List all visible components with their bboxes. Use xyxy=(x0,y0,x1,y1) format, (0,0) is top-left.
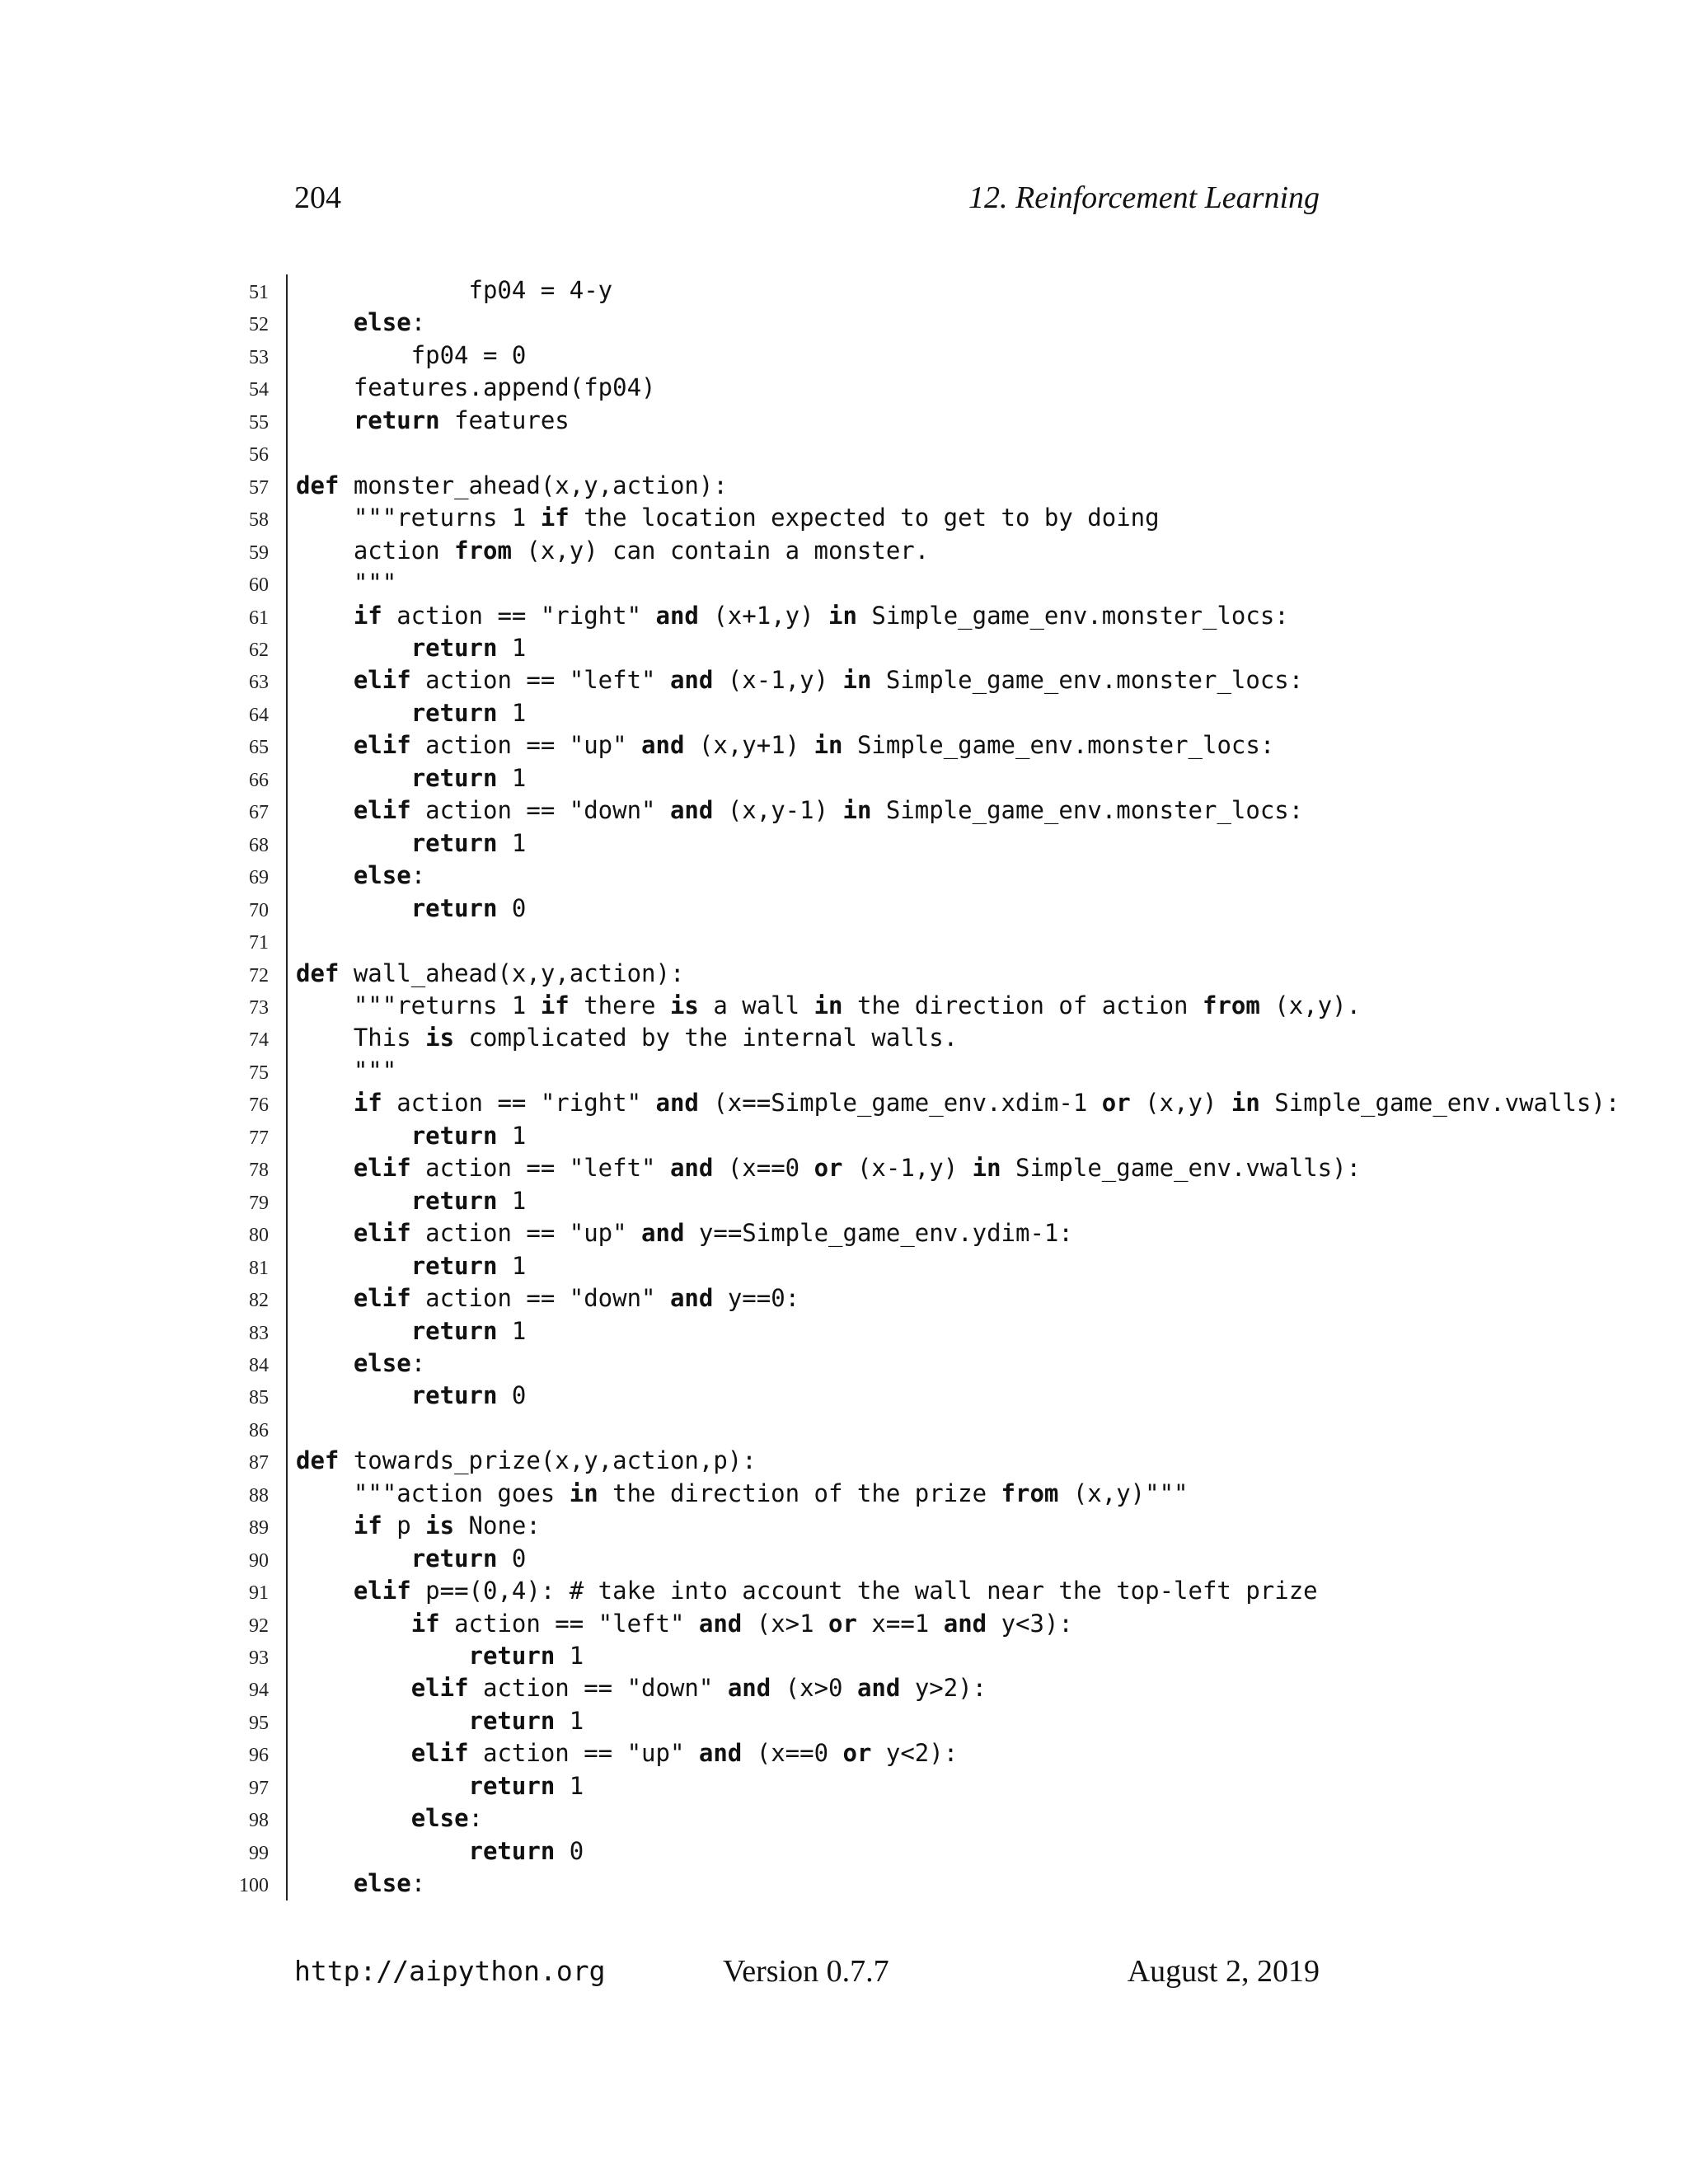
line-number: 64 xyxy=(249,704,269,726)
line-number: 56 xyxy=(249,444,269,466)
code-line xyxy=(231,1413,1632,1445)
code-line xyxy=(231,502,1632,534)
code-line xyxy=(231,1022,1632,1054)
code-line xyxy=(231,1120,1632,1152)
code-text: This is complicated by the internal walls. xyxy=(296,1024,959,1052)
code-keyword: and xyxy=(641,1219,685,1248)
code-keyword: in xyxy=(569,1479,598,1507)
code-text: return 1 xyxy=(410,633,527,662)
code-line xyxy=(231,990,1632,1022)
line-number: 73 xyxy=(249,996,269,1019)
line-number: 69 xyxy=(249,867,269,889)
page-number: 204 xyxy=(294,180,341,215)
line-number: 58 xyxy=(249,509,269,532)
code-text: return 1 xyxy=(410,698,527,727)
code-line xyxy=(231,1445,1632,1477)
line-number: 95 xyxy=(249,1712,269,1734)
code-text: features.append(fp04) xyxy=(296,373,656,402)
line-number: 67 xyxy=(249,802,269,824)
code-keyword: in xyxy=(1231,1089,1260,1118)
line-number: 98 xyxy=(249,1810,269,1832)
line-number: 100 xyxy=(239,1875,269,1897)
code-line xyxy=(231,697,1632,729)
code-keyword: elif xyxy=(353,1577,411,1605)
code-line xyxy=(231,1802,1632,1835)
code-text: """ xyxy=(296,1056,397,1085)
code-keyword: from xyxy=(454,536,512,565)
code-line xyxy=(231,437,1632,469)
code-line xyxy=(231,1282,1632,1315)
code-text: elif action == "up" and y==Simple_game_env.ydim-1: xyxy=(353,1219,1073,1248)
line-number: 70 xyxy=(249,899,269,921)
code-keyword: return xyxy=(468,1706,556,1735)
code-line xyxy=(231,535,1632,567)
code-text: return 1 xyxy=(410,1186,527,1215)
line-number: 75 xyxy=(249,1062,269,1084)
code-text: elif p==(0,4): # take into account the wall near the top-left prize xyxy=(353,1577,1318,1605)
line-number: 65 xyxy=(249,737,269,759)
code-keyword: in xyxy=(828,601,857,630)
code-keyword: and xyxy=(655,1089,699,1118)
line-number: 90 xyxy=(249,1549,269,1572)
code-keyword: or xyxy=(814,1154,843,1183)
code-line xyxy=(231,1575,1632,1607)
code-keyword: else xyxy=(353,1869,411,1898)
line-number: 52 xyxy=(249,314,269,336)
code-keyword: return xyxy=(410,633,498,662)
code-keyword: elif xyxy=(353,1219,411,1248)
code-line xyxy=(231,1380,1632,1412)
code-keyword: elif xyxy=(353,666,411,695)
code-keyword: if xyxy=(353,1511,382,1540)
code-keyword: return xyxy=(410,828,498,857)
code-keyword: def xyxy=(296,958,340,987)
line-number: 83 xyxy=(249,1322,269,1344)
code-keyword: return xyxy=(410,763,498,792)
line-number: 60 xyxy=(249,574,269,597)
code-line xyxy=(231,729,1632,762)
line-number: 99 xyxy=(249,1842,269,1864)
code-line xyxy=(231,470,1632,502)
code-text: else: xyxy=(353,308,426,337)
line-number: 91 xyxy=(249,1582,269,1605)
line-number: 82 xyxy=(249,1290,269,1312)
line-number: 53 xyxy=(249,346,269,368)
code-text: elif action == "up" and (x==0 or y<2): xyxy=(410,1739,959,1768)
footer-date: August 2, 2019 xyxy=(1127,1954,1320,1989)
code-line xyxy=(231,1737,1632,1769)
line-number: 87 xyxy=(249,1452,269,1474)
code-keyword: elif xyxy=(353,1284,411,1313)
code-keyword: elif xyxy=(353,731,411,760)
line-number: 72 xyxy=(249,964,269,987)
code-keyword: else xyxy=(353,861,411,890)
code-text: return features xyxy=(353,405,570,434)
code-line xyxy=(231,274,1632,307)
footer-url[interactable]: http://aipython.org xyxy=(294,1955,606,1987)
code-line xyxy=(231,1510,1632,1542)
code-text: return 1 xyxy=(468,1642,584,1671)
code-text: else: xyxy=(353,861,426,890)
code-keyword: in xyxy=(842,796,872,825)
line-number: 89 xyxy=(249,1517,269,1540)
line-number: 57 xyxy=(249,476,269,499)
code-text: elif action == "up" and (x,y+1) in Simple_game_env.monster_locs: xyxy=(353,731,1275,760)
line-number: 63 xyxy=(249,672,269,694)
code-text: fp04 = 0 xyxy=(296,340,527,369)
code-text: def towards_prize(x,y,action,p): xyxy=(296,1446,757,1475)
code-keyword: return xyxy=(468,1642,556,1671)
code-text: return 1 xyxy=(468,1771,584,1800)
code-keyword: return xyxy=(410,698,498,727)
code-keyword: elif xyxy=(353,796,411,825)
code-keyword: in xyxy=(814,731,843,760)
code-keyword: or xyxy=(842,1739,872,1768)
code-keyword: elif xyxy=(410,1674,469,1703)
code-line xyxy=(231,1055,1632,1087)
code-keyword: if xyxy=(540,504,570,532)
code-text: else: xyxy=(410,1804,483,1833)
code-keyword: if xyxy=(410,1609,440,1638)
code-text: return 1 xyxy=(468,1706,584,1735)
code-line xyxy=(231,664,1632,696)
code-line xyxy=(231,1347,1632,1380)
code-line xyxy=(231,1835,1632,1868)
code-text: if action == "right" and (x+1,y) in Simple_game_env.monster_locs: xyxy=(353,601,1289,630)
code-line xyxy=(231,1152,1632,1184)
code-text: if p is None: xyxy=(353,1511,541,1540)
code-line xyxy=(231,794,1632,827)
line-number: 71 xyxy=(249,932,269,954)
code-keyword: and xyxy=(943,1609,987,1638)
code-text: action from (x,y) can contain a monster. xyxy=(296,536,930,565)
code-line xyxy=(231,1770,1632,1802)
code-line xyxy=(231,1217,1632,1249)
code-keyword: in xyxy=(814,991,843,1019)
line-number: 78 xyxy=(249,1160,269,1182)
code-line xyxy=(231,405,1632,437)
code-text: """ xyxy=(296,569,397,598)
code-text: elif action == "down" and (x,y-1) in Simple_game_env.monster_locs: xyxy=(353,796,1304,825)
code-keyword: and xyxy=(698,1609,743,1638)
code-keyword: in xyxy=(972,1154,1001,1183)
line-number: 93 xyxy=(249,1647,269,1670)
code-keyword: and xyxy=(727,1674,771,1703)
code-keyword: and xyxy=(669,796,714,825)
code-keyword: is xyxy=(425,1024,455,1052)
code-keyword: return xyxy=(410,893,498,922)
code-line xyxy=(231,762,1632,794)
code-keyword: elif xyxy=(353,1154,411,1183)
code-line xyxy=(231,1640,1632,1672)
code-keyword: return xyxy=(410,1316,498,1345)
code-text: """action goes in the direction of the prize from (x,y)""" xyxy=(296,1479,1189,1507)
line-number: 77 xyxy=(249,1127,269,1149)
code-line xyxy=(231,1868,1632,1900)
line-number: 79 xyxy=(249,1192,269,1214)
code-keyword: else xyxy=(410,1804,469,1833)
code-keyword: elif xyxy=(410,1739,469,1768)
code-text: """returns 1 if there is a wall in the direction of action from (x,y). xyxy=(296,991,1362,1019)
footer-version: Version 0.7.7 xyxy=(723,1954,889,1989)
code-keyword: if xyxy=(353,1089,382,1118)
code-keyword: and xyxy=(669,1154,714,1183)
line-number: 86 xyxy=(249,1419,269,1441)
code-text: return 0 xyxy=(468,1836,584,1865)
line-number: 96 xyxy=(249,1745,269,1767)
line-number: 84 xyxy=(249,1354,269,1376)
code-keyword: return xyxy=(468,1836,556,1865)
line-number: 97 xyxy=(249,1777,269,1799)
code-line xyxy=(231,372,1632,404)
line-number: 66 xyxy=(249,769,269,791)
code-text: elif action == "down" and y==0: xyxy=(353,1284,800,1313)
code-line xyxy=(231,1543,1632,1575)
code-keyword: or xyxy=(828,1609,857,1638)
code-keyword: return xyxy=(468,1771,556,1800)
code-keyword: is xyxy=(425,1511,455,1540)
code-text: return 1 xyxy=(410,1251,527,1280)
code-line xyxy=(231,1315,1632,1347)
code-keyword: if xyxy=(353,601,382,630)
code-line xyxy=(231,340,1632,372)
code-text: return 1 xyxy=(410,763,527,792)
code-keyword: and xyxy=(641,731,685,760)
code-text: fp04 = 4-y xyxy=(296,276,613,304)
line-number: 80 xyxy=(249,1225,269,1247)
code-keyword: return xyxy=(410,1381,498,1410)
code-line xyxy=(231,1185,1632,1217)
code-line xyxy=(231,1087,1632,1119)
code-text: if action == "right" and (x==Simple_game_env.xdim-1 or (x,y) in Simple_game_env.vwalls): xyxy=(353,1089,1620,1118)
code-keyword: if xyxy=(540,991,570,1019)
code-line xyxy=(231,567,1632,599)
line-number: 88 xyxy=(249,1484,269,1507)
code-line xyxy=(231,307,1632,339)
code-text: def wall_ahead(x,y,action): xyxy=(296,958,685,987)
code-line xyxy=(231,893,1632,925)
code-line xyxy=(231,632,1632,664)
code-text: else: xyxy=(353,1348,426,1377)
code-keyword: and xyxy=(669,1284,714,1313)
code-line xyxy=(231,1478,1632,1510)
line-number: 54 xyxy=(249,379,269,401)
line-number: 59 xyxy=(249,541,269,564)
code-text: return 0 xyxy=(410,893,527,922)
line-number: 61 xyxy=(249,607,269,629)
line-number: 85 xyxy=(249,1387,269,1409)
code-line xyxy=(231,600,1632,632)
code-text: def monster_ahead(x,y,action): xyxy=(296,471,728,499)
code-text: return 1 xyxy=(410,1121,527,1150)
code-keyword: return xyxy=(410,1251,498,1280)
line-number: 62 xyxy=(249,639,269,661)
code-text: return 1 xyxy=(410,828,527,857)
code-keyword: return xyxy=(410,1544,498,1572)
code-line xyxy=(231,925,1632,957)
line-number: 74 xyxy=(249,1029,269,1052)
line-number: 68 xyxy=(249,834,269,856)
code-text: return 0 xyxy=(410,1381,527,1410)
code-keyword: def xyxy=(296,471,340,499)
code-line xyxy=(231,1672,1632,1704)
code-text: return 1 xyxy=(410,1316,527,1345)
code-keyword: else xyxy=(353,308,411,337)
code-keyword: return xyxy=(353,405,440,434)
code-keyword: return xyxy=(410,1121,498,1150)
code-keyword: or xyxy=(1101,1089,1131,1118)
code-listing xyxy=(231,274,1632,1900)
code-text: """returns 1 if the location expected to get to by doing xyxy=(296,504,1160,532)
code-keyword: and xyxy=(655,601,699,630)
code-line xyxy=(231,827,1632,860)
code-keyword: and xyxy=(856,1674,901,1703)
line-number: 92 xyxy=(249,1615,269,1637)
code-text: else: xyxy=(353,1869,426,1898)
code-text: elif action == "left" and (x-1,y) in Simple_game_env.monster_locs: xyxy=(353,666,1304,695)
code-line xyxy=(231,860,1632,892)
code-keyword: from xyxy=(1001,1479,1059,1507)
line-number: 94 xyxy=(249,1680,269,1702)
line-number: 76 xyxy=(249,1094,269,1117)
code-keyword: def xyxy=(296,1446,340,1475)
code-text: if action == "left" and (x>1 or x==1 and y<3): xyxy=(410,1609,1073,1638)
code-line xyxy=(231,1705,1632,1737)
line-number: 51 xyxy=(249,282,269,303)
code-line xyxy=(231,958,1632,990)
code-text: elif action == "left" and (x==0 or (x-1,y) in Simple_game_env.vwalls): xyxy=(353,1154,1362,1183)
line-number: 55 xyxy=(249,411,269,434)
code-line xyxy=(231,1250,1632,1282)
code-keyword: is xyxy=(669,991,699,1019)
code-line xyxy=(231,1608,1632,1640)
code-keyword: in xyxy=(842,666,872,695)
code-text: elif action == "down" and (x>0 and y>2): xyxy=(410,1674,987,1703)
line-number: 81 xyxy=(249,1257,269,1279)
code-keyword: and xyxy=(698,1739,743,1768)
code-keyword: else xyxy=(353,1348,411,1377)
code-text: return 0 xyxy=(410,1544,527,1572)
chapter-title: 12. Reinforcement Learning xyxy=(968,180,1320,215)
code-keyword: return xyxy=(410,1186,498,1215)
code-keyword: and xyxy=(669,666,714,695)
code-keyword: from xyxy=(1202,991,1260,1019)
